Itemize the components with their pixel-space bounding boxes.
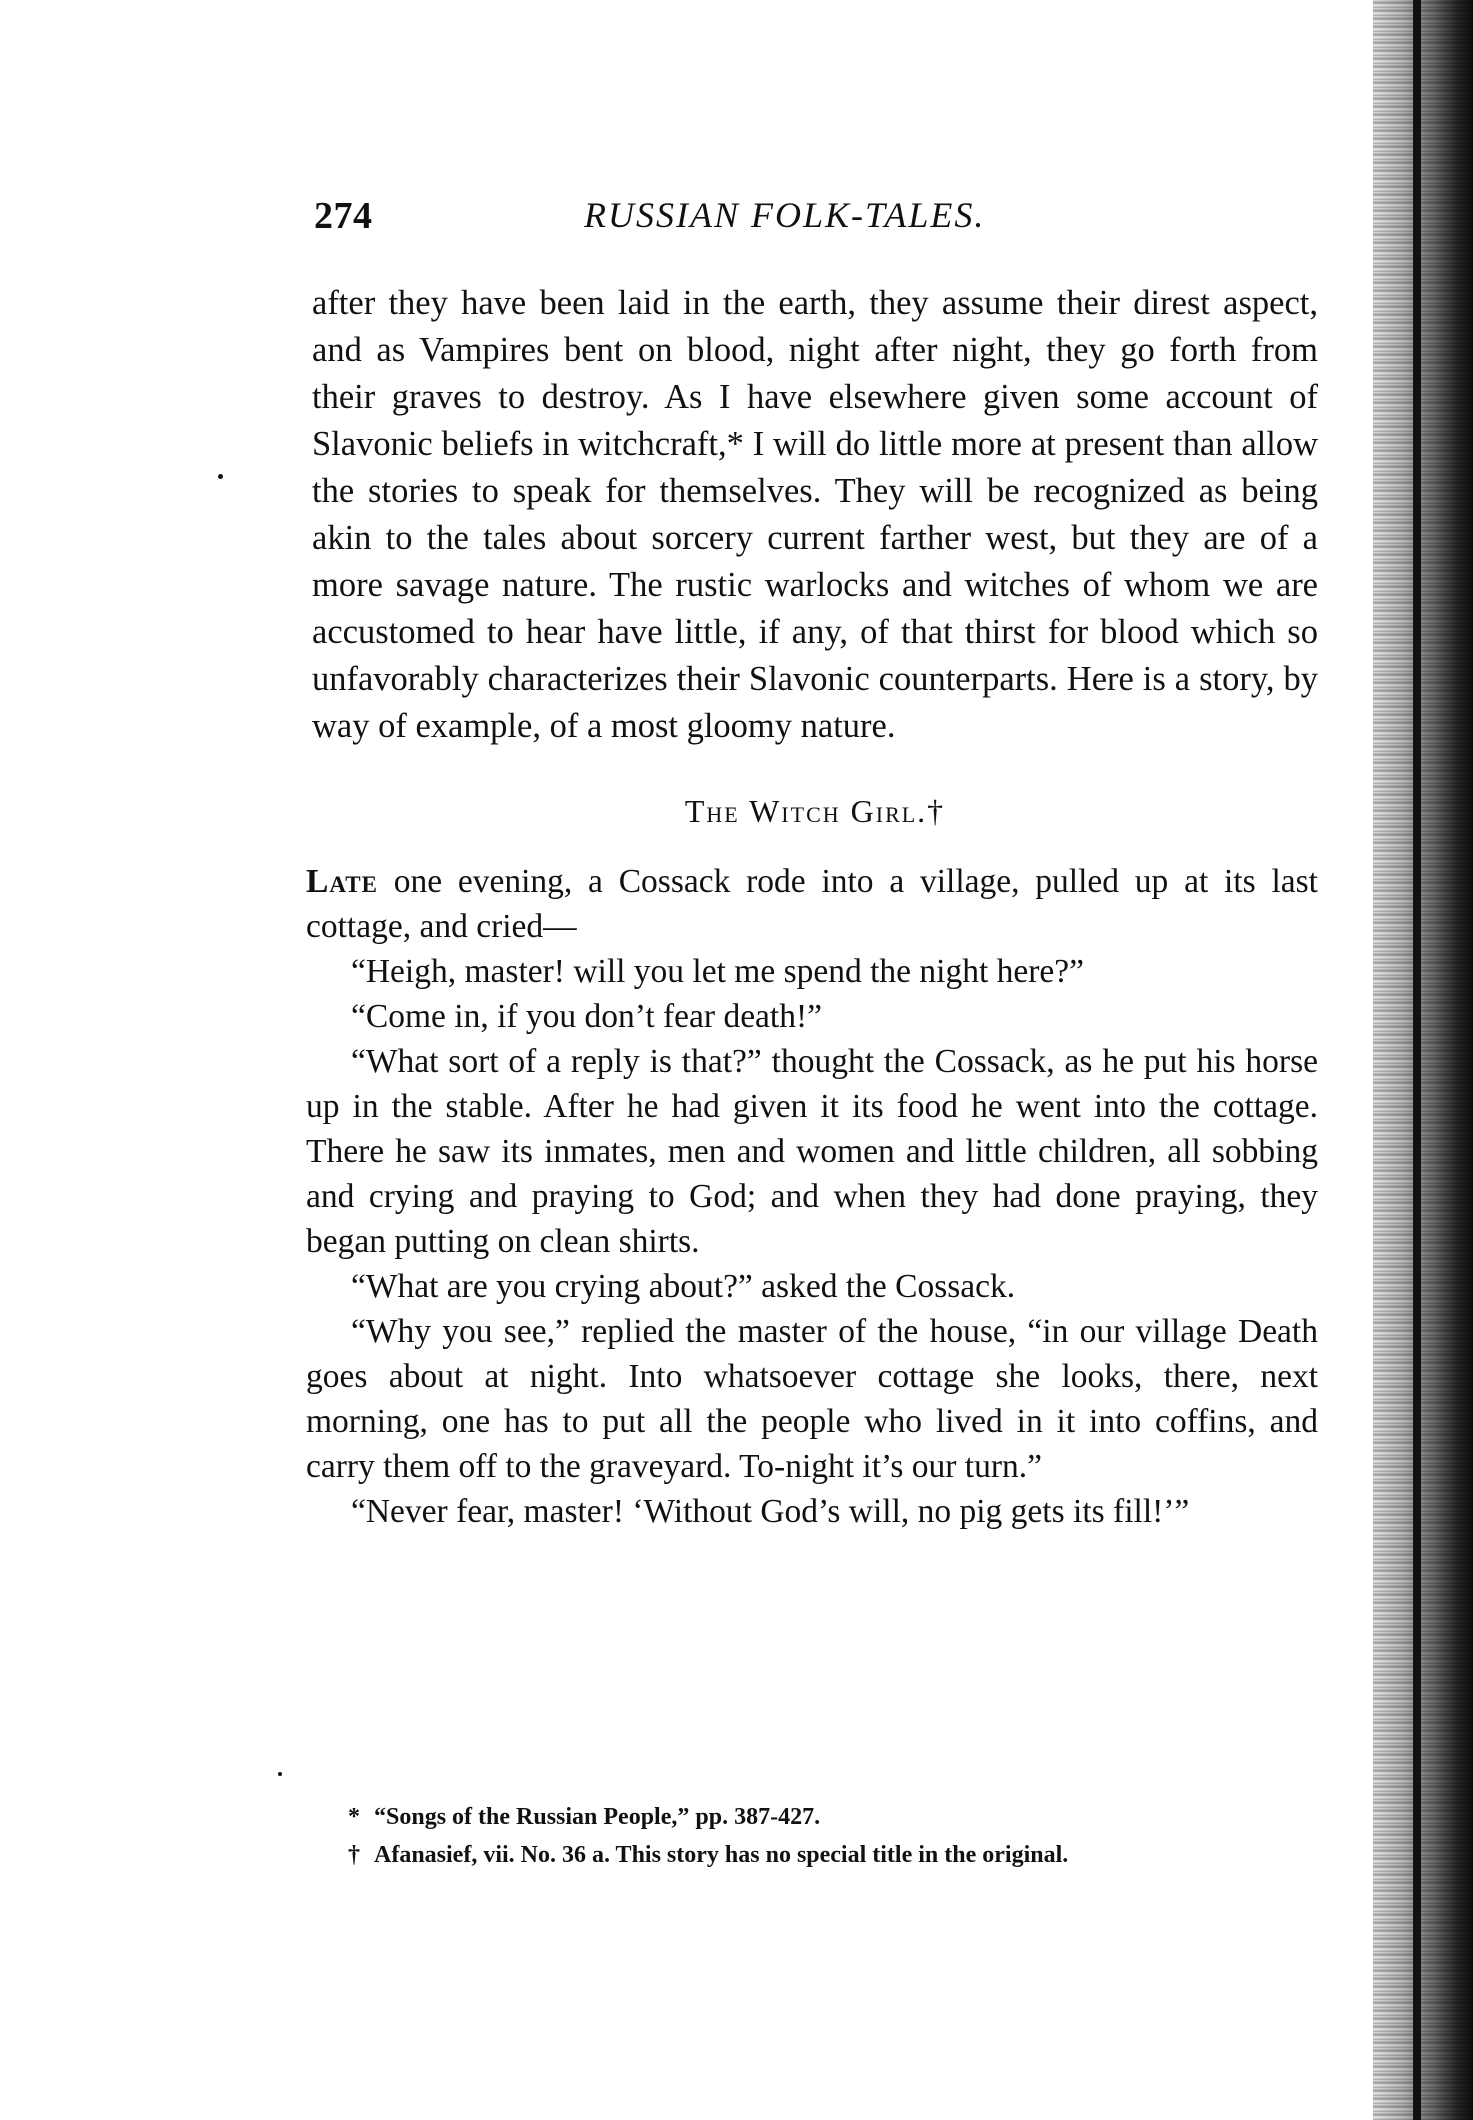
footnote xyxy=(348,1798,1328,1836)
story-paragraph: “Heigh, master! will you let me spend the night here?” xyxy=(351,953,1085,990)
story-paragraph: “What are you crying about?” asked the Cossack. xyxy=(351,1268,1016,1305)
story-paragraph: “What sort of a reply is that?” thought the Cossack, as he put his horse up in the stable. After he had given it its food he went into the cottage. There he saw its inmates, men and women and little children, all sobbing and crying and praying to God; and when they had done praying, they began putting on clean shirts. xyxy=(306,1043,1318,1260)
story-paragraph: “Why you see,” replied the master of the house, “in our village Death goes about at night. Into whatsoever cottage she looks, there, next morning, one has to put all the people who lived in it into coffins, and carry them off to the graveyard. To-night it’s our turn.” xyxy=(306,1313,1318,1485)
page-body xyxy=(306,280,1318,1534)
intro-section xyxy=(312,280,1318,750)
story-section xyxy=(306,859,1318,1534)
page-number: 274 xyxy=(314,195,373,237)
opening-word: Late xyxy=(306,863,378,900)
running-title: RUSSIAN FOLK-TALES. xyxy=(584,195,986,235)
page-header xyxy=(314,194,1318,244)
footnotes xyxy=(348,1798,1328,1874)
scan-binding-shadow xyxy=(1413,0,1421,2120)
scan-speck xyxy=(218,474,223,479)
footnote-text: “Songs of the Russian People,” pp. 387-427. xyxy=(374,1804,821,1830)
intro-paragraph: after they have been laid in the earth, they assume their direst aspect, and as Vampires bent on blood, night after night, they go forth from their graves to destroy. As I have elsewhere given some account of Slavonic beliefs in witchcraft,* I will do little more at present than allow the stories to speak for themselves. They will be recognized as being akin to the tales about sorcery current farther west, but they are of a more savage nature. The rustic warlocks and witches of whom we are accustomed to hear have little, if any, of that thirst for blood which so unfavorably characterizes their Slavonic counterparts. Here is a story, by way of example, of a most gloomy nature. xyxy=(312,284,1318,745)
footnote-text: Afanasief, vii. No. 36 a. This story has no special title in the original. xyxy=(374,1842,1069,1868)
story-opening-paragraph xyxy=(306,859,1318,949)
scan-speck xyxy=(278,1772,282,1776)
footnote-marker: † xyxy=(348,1842,360,1868)
story-title: The Witch Girl.† xyxy=(684,793,946,829)
opening-text: one evening, a Cossack rode into a village, pulled up at its last cottage, and cried— xyxy=(306,863,1318,945)
scan-binding-edge xyxy=(1373,0,1473,2120)
footnote-marker: * xyxy=(348,1804,360,1830)
story-paragraph: “Come in, if you don’t fear death!” xyxy=(351,998,823,1035)
story-paragraph: “Never fear, master! ‘Without God’s will, no pig gets its fill!’” xyxy=(351,1493,1190,1530)
footnote xyxy=(348,1836,1328,1874)
